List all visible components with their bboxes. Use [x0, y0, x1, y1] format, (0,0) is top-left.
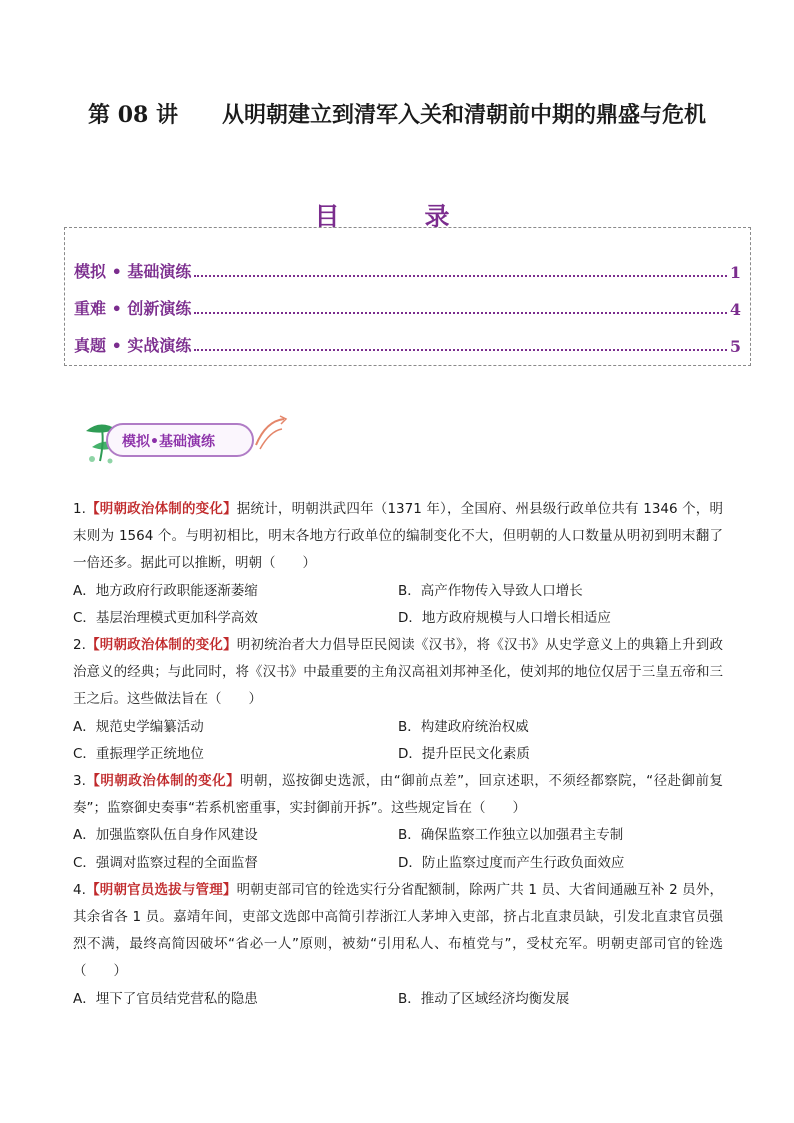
answer-option[interactable]: D．提升臣民文化素质	[398, 745, 530, 762]
question-item	[73, 632, 723, 768]
answer-options	[73, 578, 723, 632]
answer-options	[73, 714, 723, 768]
section-badge	[82, 417, 262, 465]
question-stem	[73, 877, 723, 986]
answer-option[interactable]: B．高产作物传入导致人口增长	[398, 582, 583, 599]
toc-entry-label: 模拟 • 基础演练	[74, 262, 192, 281]
question-stem	[73, 632, 723, 714]
answer-options	[73, 822, 723, 876]
answer-option[interactable]: B．确保监察工作独立以加强君主专制	[398, 827, 624, 844]
toc-entry[interactable]	[74, 295, 741, 319]
question-number: 1.	[73, 501, 86, 517]
answer-option[interactable]: C．重振理学正统地位	[73, 745, 204, 762]
toc-entry[interactable]	[74, 258, 741, 282]
swirl-arrow-icon	[252, 415, 292, 455]
toc-entry-page: 4	[729, 300, 741, 319]
answer-options	[73, 986, 723, 1013]
badge-label: 模拟•基础演练	[122, 434, 215, 450]
toc-heading: 目 录	[314, 202, 480, 231]
toc-entry-page: 1	[729, 263, 741, 282]
toc-dot-leader	[194, 349, 726, 351]
answer-option[interactable]: D．防止监察过度而产生行政负面效应	[398, 854, 625, 871]
toc-entry-label: 重难 • 创新演练	[74, 299, 192, 318]
answer-option[interactable]: B．构建政府统治权威	[398, 718, 529, 735]
answer-option[interactable]: D．地方政府规模与人口增长相适应	[398, 609, 611, 626]
toc-entry-label: 真题 • 实战演练	[74, 336, 192, 355]
question-topic-tag: 【明朝政治体制的变化】	[85, 501, 237, 517]
question-item	[73, 768, 723, 877]
question-item	[73, 877, 723, 1013]
answer-option[interactable]: C．强调对监察过程的全面监督	[73, 854, 258, 871]
question-topic-tag: 【明朝政治体制的变化】	[85, 637, 237, 654]
question-topic-tag: 【明朝政治体制的变化】	[85, 773, 241, 790]
toc-dot-leader	[194, 275, 726, 277]
question-text: 据统计，明朝洪武四年（1371 年），全国府、州县级行政单位共有 1346 个，明末则为 1564 个。与明初相比，明末各地方行政单位的编制变化不大，但明朝的人口数量从明初到明末翻了一倍还多。据此可以推断，明朝（ ）	[73, 501, 723, 572]
page-title: 第 08 讲 从明朝建立到清军入关和清朝前中期的鼎盛与危机	[88, 102, 706, 128]
toc-dot-leader	[194, 312, 726, 314]
table-of-contents	[64, 227, 751, 366]
question-number: 3.	[73, 773, 86, 790]
answer-option[interactable]: A．规范史学编纂活动	[73, 718, 204, 735]
toc-entry-page: 5	[729, 337, 741, 356]
answer-option[interactable]: C．基层治理模式更加科学高效	[73, 609, 258, 626]
answer-option[interactable]: B．推动了区域经济均衡发展	[398, 990, 570, 1007]
answer-option[interactable]: A．加强监察队伍自身作风建设	[73, 827, 258, 844]
answer-option[interactable]: A．埋下了官员结党营私的隐患	[73, 990, 258, 1007]
toc-entry[interactable]	[74, 332, 741, 356]
question-text: 明初统治者大力倡导臣民阅读《汉书》，将《汉书》从史学意义上的典籍上升到政治意义的经典；与此同时，将《汉书》中最重要的主角汉高祖刘邦神圣化，使刘邦的地位仅居于三皇五帝和三王之后。这些做法旨在（ ）	[73, 637, 723, 708]
answer-option[interactable]: A．地方政府行政职能逐渐萎缩	[73, 582, 258, 599]
question-number: 2.	[73, 637, 86, 654]
question-list	[73, 496, 723, 1013]
question-stem	[73, 768, 723, 822]
question-text: 明朝，巡按御史选派，由“御前点差”，回京述职，不须经都察院，“径赴御前复奏”；监察御史奏事“若系机密重事，实封御前开拆”。这些规定旨在（ ）	[73, 773, 724, 817]
question-text: 明朝吏部司官的铨选实行分省配额制，除两广共 1 员、大省间通融互补 2 员外，其余省各 1 员。嘉靖年间，吏部文选郎中高简引荐浙江人茅坤入吏部，挤占北直隶员缺，引发北直隶官员强烈不满，最终高简因破坏“省必一人”原则，被劾“引用私人、布植党与”，受杖充军。明朝吏部司官的铨选（ ）	[73, 881, 724, 980]
question-topic-tag: 【明朝官员选拔与管理】	[85, 881, 237, 898]
question-number: 4.	[73, 881, 86, 898]
question-stem	[73, 496, 723, 578]
question-item	[73, 496, 723, 632]
